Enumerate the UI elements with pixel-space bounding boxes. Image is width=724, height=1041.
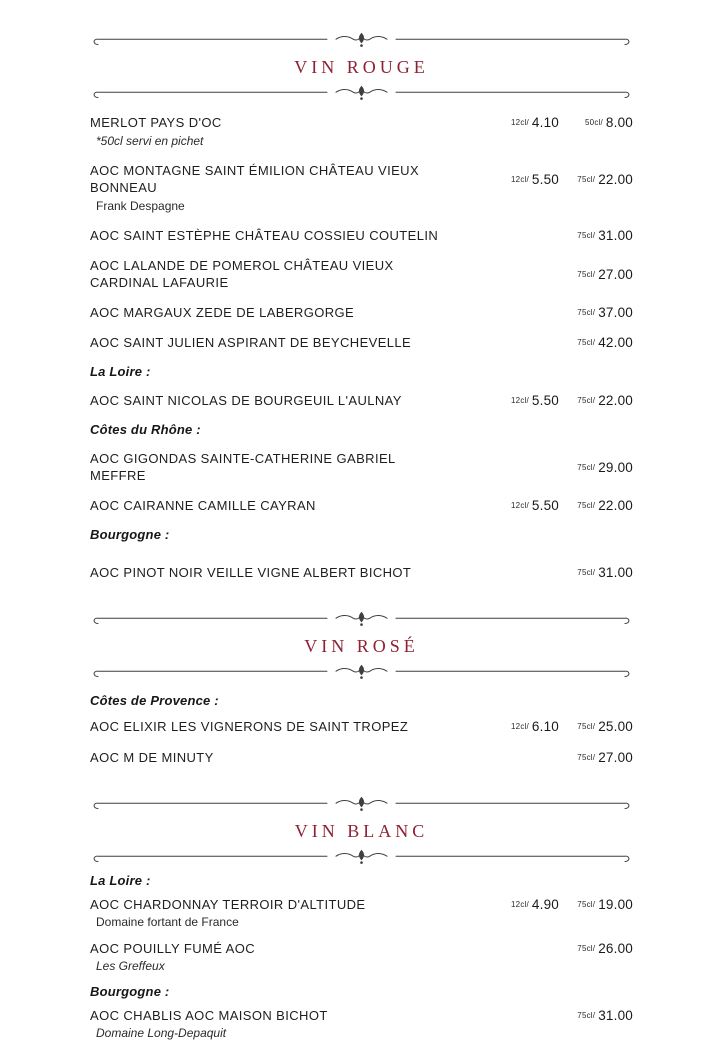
menu-item-chardonnay [90, 896, 633, 930]
wine-name: AOC SAINT ESTÈPHE CHÂTEAU COSSIEU COUTELIN [90, 228, 439, 243]
wine-name: AOC CHABLIS AOC MAISON BICHOT [90, 1008, 328, 1023]
ornament-divider [90, 849, 633, 865]
menu-item-montagne [90, 162, 633, 214]
fleur-divider-icon [90, 85, 633, 101]
price-group [507, 719, 633, 734]
wine-name: AOC MONTAGNE SAINT ÉMILION CHÂTEAU VIEUX BONNEAU [90, 163, 420, 195]
menu-item-pouilly [90, 940, 633, 974]
rouge-items [90, 114, 633, 581]
price-value: 5.50 [531, 393, 559, 408]
price-group [507, 498, 633, 513]
price-unit: 75cl/ [577, 231, 596, 240]
price-value: 6.10 [531, 719, 559, 734]
menu-item-pinot [90, 564, 633, 581]
price-value: 31.00 [598, 1008, 633, 1023]
wine-subtitle: Frank Despagne [96, 199, 185, 213]
price-value: 22.00 [598, 498, 633, 513]
price-unit: 75cl/ [577, 501, 596, 510]
price-value: 19.00 [598, 897, 633, 912]
menu-item-estephe [90, 227, 633, 244]
region-heading-bourgogne-blanc: Bourgogne : [90, 984, 170, 999]
price-value: 22.00 [598, 393, 633, 408]
menu-item-gigondas [90, 450, 633, 484]
rose-items [90, 693, 633, 766]
price-value: 37.00 [598, 305, 633, 320]
blanc-items [90, 873, 633, 1041]
price-unit: 12cl/ [511, 396, 529, 405]
price-group [507, 941, 633, 956]
price-unit: 12cl/ [511, 174, 529, 184]
price-group [507, 115, 633, 130]
price-value: 5.50 [531, 498, 559, 513]
menu-item-chablis [90, 1007, 633, 1041]
wine-name: AOC PINOT NOIR VEILLE VIGNE ALBERT BICHOT [90, 565, 412, 580]
wine-subtitle: Domaine fortant de France [96, 915, 239, 929]
price-value: 22.00 [598, 171, 633, 187]
price-group [507, 335, 633, 350]
region-heading-bourgogne: Bourgogne : [90, 527, 170, 542]
section-title-rose: VIN ROSÉ [304, 636, 419, 656]
wine-name: AOC GIGONDAS SAINTE-CATHERINE GABRIEL MEFFRE [90, 451, 396, 483]
price-value: 27.00 [598, 266, 633, 282]
region-heading-la-loire: La Loire : [90, 364, 151, 379]
price-unit: 12cl/ [511, 501, 529, 510]
price-value: 26.00 [598, 941, 633, 956]
fleur-divider-icon [90, 664, 633, 680]
price-group [507, 565, 633, 580]
price-group [507, 305, 633, 320]
price-group [507, 267, 633, 282]
fleur-divider-icon [90, 611, 633, 627]
fleur-divider-icon [90, 796, 633, 812]
price-group [507, 393, 633, 408]
ornament-divider [90, 796, 633, 812]
price-unit: 75cl/ [577, 174, 596, 184]
price-group [507, 1008, 633, 1023]
wine-name: MERLOT PAYS D'OC [90, 115, 222, 130]
wine-name: AOC ELIXIR LES VIGNERONS DE SAINT TROPEZ [90, 719, 409, 734]
price-unit: 75cl/ [577, 753, 596, 762]
ornament-divider [90, 32, 633, 48]
menu-item-elixir [90, 718, 633, 735]
wine-name: AOC LALANDE DE POMEROL CHÂTEAU VIEUX CARDINAL LAFAURIE [90, 258, 394, 290]
price-value: 4.10 [531, 115, 559, 130]
price-unit: 75cl/ [577, 722, 596, 731]
price-unit: 75cl/ [577, 568, 596, 577]
wine-name: AOC CAIRANNE CAMILLE CAYRAN [90, 498, 316, 513]
wine-name: AOC M DE MINUTY [90, 750, 214, 765]
section-vin-rose [90, 611, 633, 766]
section-vin-rouge [90, 32, 633, 581]
region-heading-la-loire-blanc: La Loire : [90, 873, 151, 888]
price-value: 42.00 [598, 335, 633, 350]
price-group [507, 228, 633, 243]
region-heading-cotes-du-rhone: Côtes du Rhône : [90, 422, 201, 437]
menu-item-julien [90, 334, 633, 351]
price-unit: 75cl/ [577, 269, 596, 279]
price-unit: 75cl/ [577, 944, 596, 953]
price-value: 29.00 [598, 459, 633, 475]
price-group [507, 460, 633, 475]
price-group [507, 897, 633, 912]
price-value: 27.00 [598, 750, 633, 765]
price-unit: 50cl/ [585, 118, 603, 127]
price-unit: 75cl/ [577, 338, 596, 347]
wine-name: AOC POUILLY FUMÉ AOC [90, 941, 256, 956]
price-value: 5.50 [531, 171, 559, 187]
menu-item-cairanne [90, 497, 633, 514]
menu-item-nicolas [90, 392, 633, 409]
price-group [507, 750, 633, 765]
menu-item-lalande [90, 257, 633, 291]
ornament-divider [90, 85, 633, 101]
wine-subtitle: Domaine Long-Depaquit [96, 1026, 227, 1040]
wine-subtitle: Les Greffeux [96, 959, 165, 973]
wine-name: AOC MARGAUX ZEDE DE LABERGORGE [90, 305, 355, 320]
price-unit: 75cl/ [577, 462, 596, 472]
fleur-divider-icon [90, 32, 633, 48]
section-title-rouge: VIN ROUGE [294, 57, 429, 77]
price-value: 4.90 [531, 897, 559, 912]
ornament-divider [90, 664, 633, 680]
price-unit: 12cl/ [511, 722, 529, 731]
wine-name: AOC SAINT JULIEN ASPIRANT DE BEYCHEVELLE [90, 335, 412, 350]
fleur-divider-icon [90, 849, 633, 865]
region-heading-cotes-de-provence: Côtes de Provence : [90, 693, 219, 708]
wine-name: AOC SAINT NICOLAS DE BOURGEUIL L'AULNAY [90, 393, 402, 408]
price-value: 8.00 [605, 115, 633, 130]
section-vin-blanc [90, 796, 633, 1041]
section-title-blanc: VIN BLANC [294, 821, 429, 841]
price-unit: 75cl/ [577, 396, 596, 405]
price-unit: 75cl/ [577, 308, 596, 317]
menu-item-minuty [90, 749, 633, 766]
price-group [507, 172, 633, 187]
menu-item-merlot [90, 114, 633, 149]
menu-item-margaux [90, 304, 633, 321]
price-unit: 75cl/ [577, 1011, 596, 1020]
price-value: 25.00 [598, 719, 633, 734]
ornament-divider [90, 611, 633, 627]
price-value: 31.00 [598, 228, 633, 243]
wine-subtitle: *50cl servi en pichet [96, 134, 204, 148]
price-unit: 12cl/ [511, 118, 529, 127]
price-value: 31.00 [598, 565, 633, 580]
price-unit: 12cl/ [511, 900, 529, 909]
wine-name: AOC CHARDONNAY TERROIR D'ALTITUDE [90, 897, 366, 912]
price-unit: 75cl/ [577, 900, 596, 909]
